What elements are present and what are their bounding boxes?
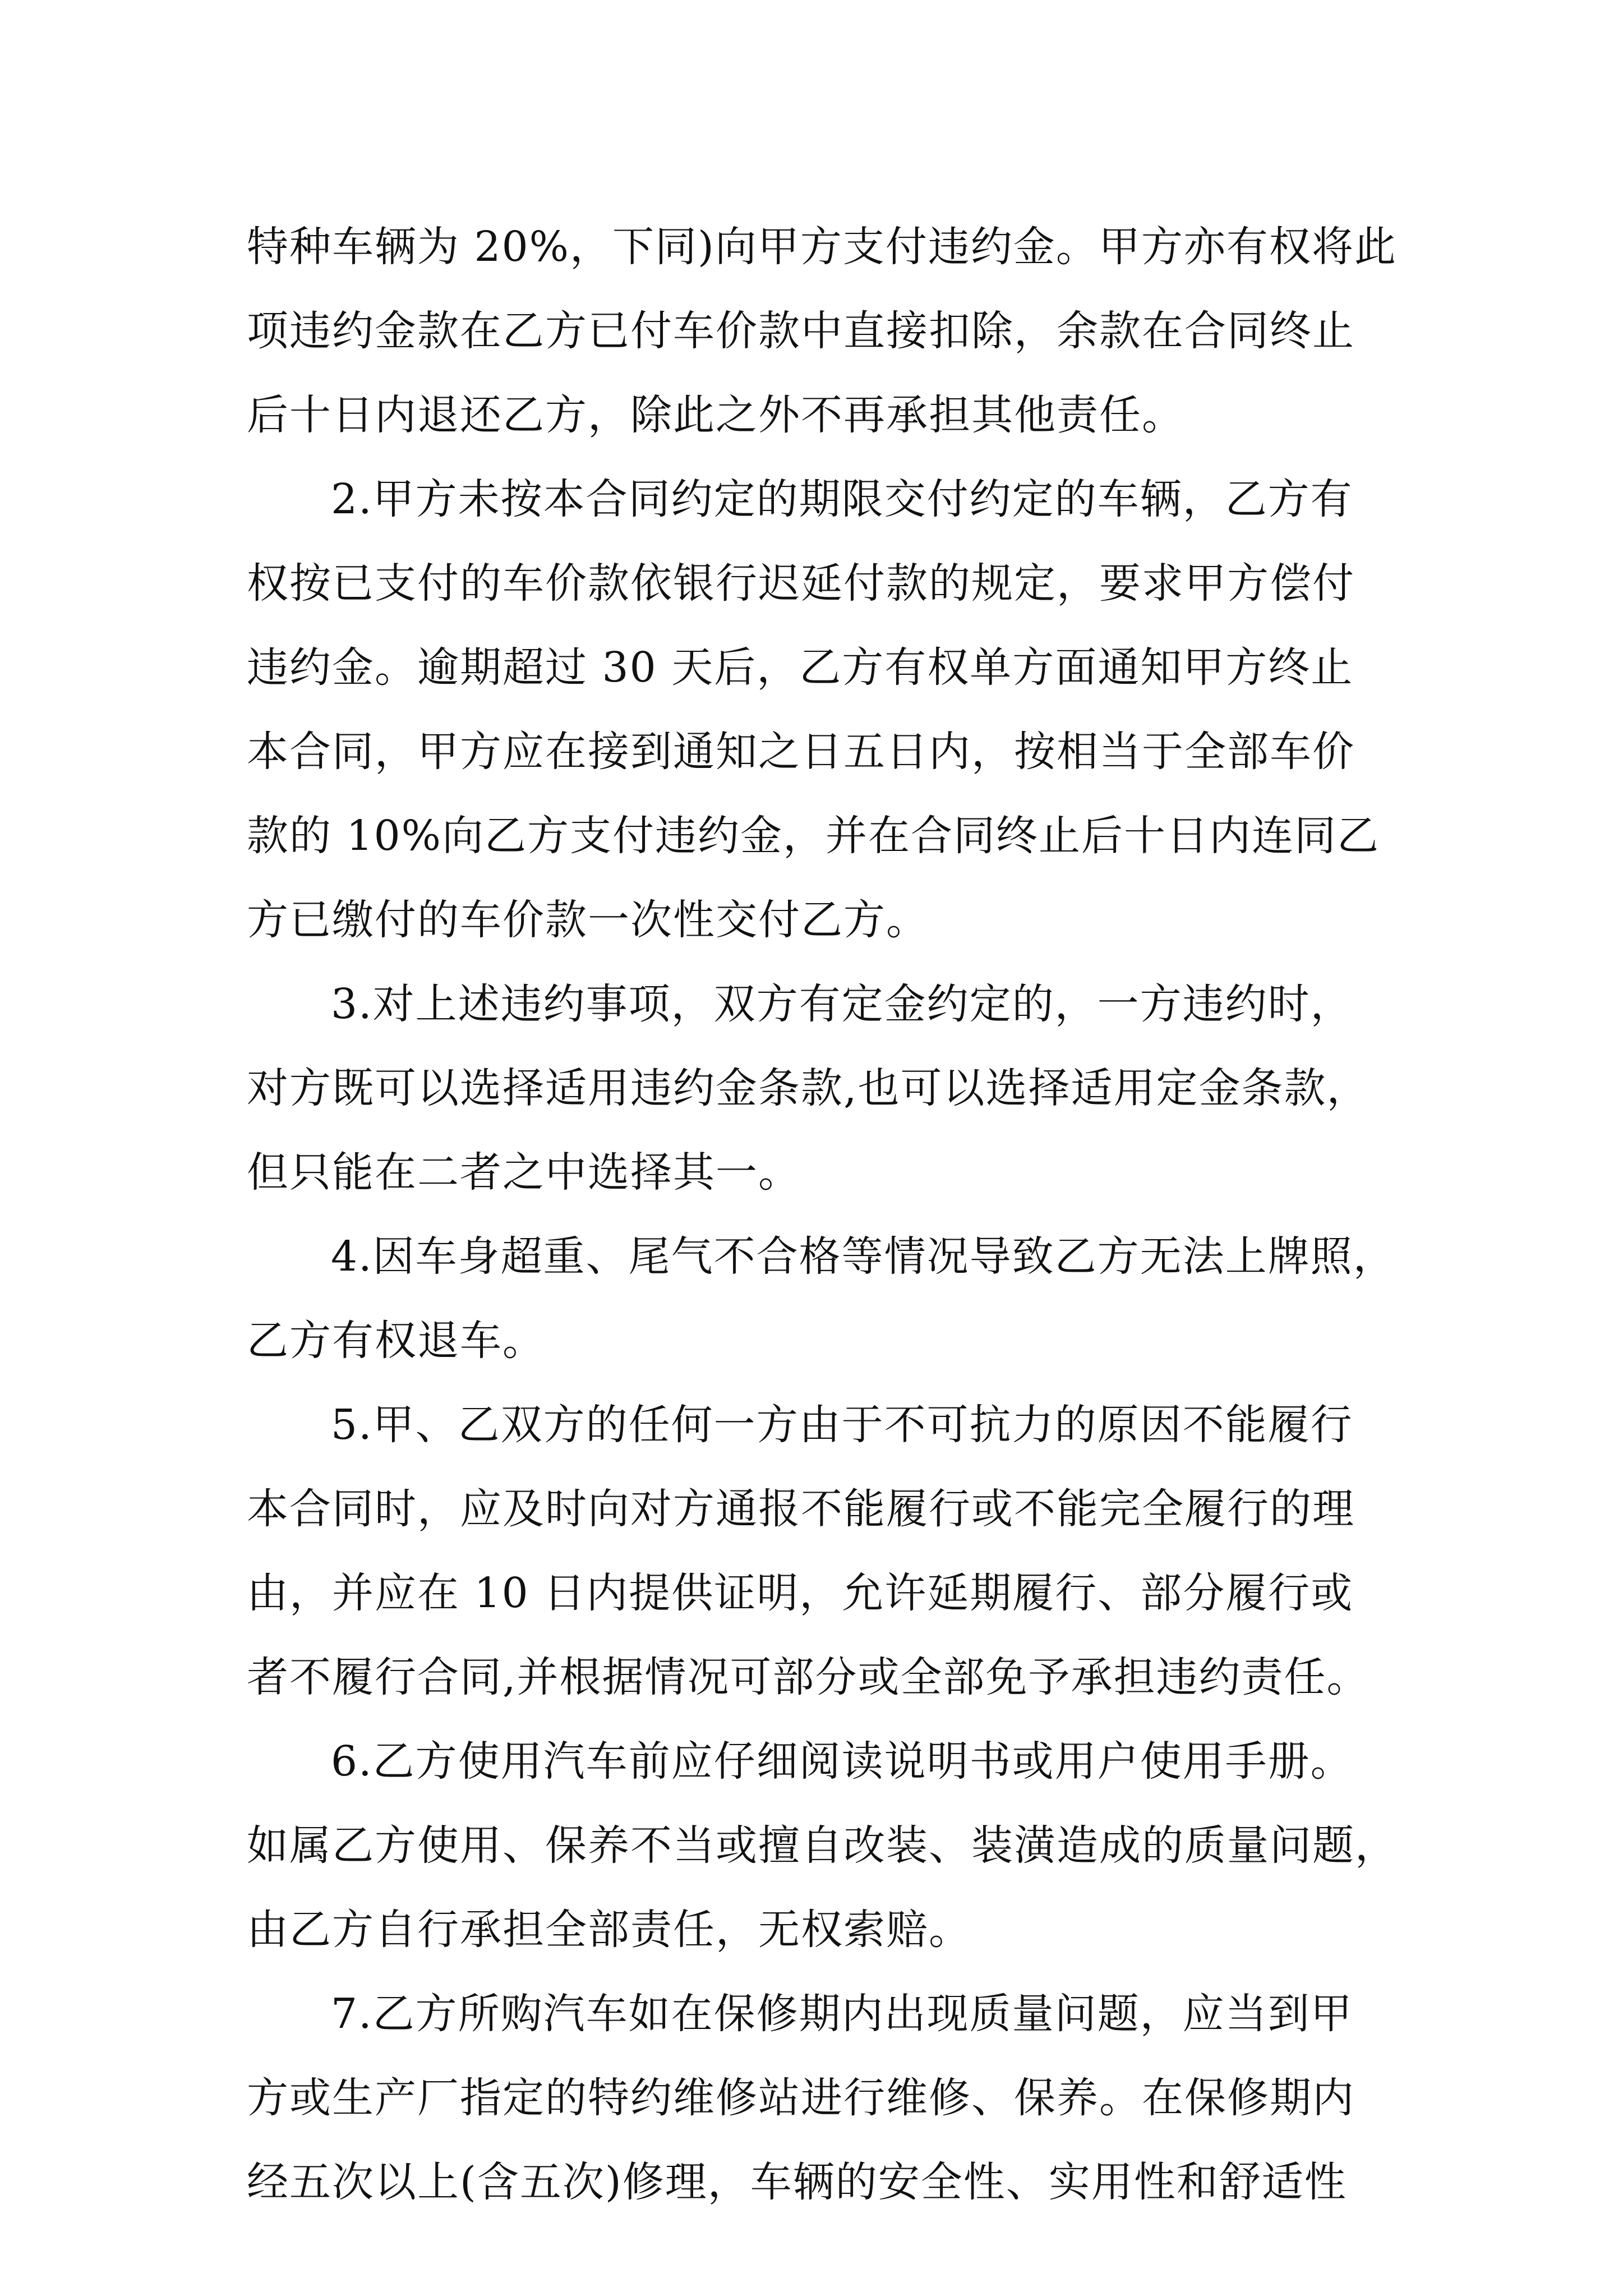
clause-3-line-1: 3.对上述违约事项，双方有定金约定的，一方违约时， [331,980,1353,1028]
clause-5-line-3: 由，并应在 10 日内提供证明，允许延期履行、部分履行或 [247,1569,1354,1617]
clause-6-line-1: 6.乙方使用汽车前应仔细阅读说明书或用户使用手册。 [331,1737,1353,1786]
document-body [247,205,1398,2224]
clause-2-line-2: 权按已支付的车价款依银行迟延付款的规定，要求甲方偿付 [247,559,1355,608]
clause-5-line-4: 者不履行合同,并根据情况可部分或全部免予承担违约责任。 [247,1653,1370,1701]
clause-5-line-2: 本合同时，应及时向对方通报不能履行或不能完全履行的理 [247,1485,1355,1533]
clause-3-line-3: 但只能在二者之中选择其一。 [247,1148,801,1197]
clause-7-line-3: 经五次以上(含五次)修理，车辆的安全性、实用性和舒适性 [247,2158,1347,2206]
text-line-3: 后十日内退还乙方，除此之外不再承担其他责任。 [247,391,1184,439]
clause-7-line-1: 7.乙方所购汽车如在保修期内出现质量问题，应当到甲 [331,1990,1353,2038]
clause-2-line-6: 方已缴付的车价款一次性交付乙方。 [247,896,929,944]
clause-5-line-1: 5.甲、乙双方的任何一方由于不可抗力的原因不能履行 [331,1401,1353,1449]
clause-4-line-1: 4.因车身超重、尾气不合格等情况导致乙方无法上牌照， [331,1232,1396,1281]
clause-3-line-2: 对方既可以选择适用违约金条款,也可以选择适用定金条款， [247,1064,1370,1112]
clause-6-line-2: 如属乙方使用、保养不当或擅自改装、装潢造成的质量问题， [247,1821,1398,1870]
clause-7-line-2: 方或生产厂指定的特约维修站进行维修、保养。在保修期内 [247,2074,1355,2122]
clause-2-line-1: 2.甲方未按本合同约定的期限交付约定的车辆，乙方有 [331,475,1353,523]
text-line-1: 特种车辆为 20%，下同)向甲方支付违约金。甲方亦有权将此 [247,223,1397,271]
clause-6-line-3: 由乙方自行承担全部责任，无权索赔。 [247,1906,971,1954]
clause-4-line-2: 乙方有权退车。 [247,1317,545,1365]
clause-2-line-3: 违约金。逾期超过 30 天后，乙方有权单方面通知甲方终止 [247,643,1354,692]
text-line-2: 项违约金款在乙方已付车价款中直接扣除，余款在合同终止 [247,307,1355,355]
clause-2-line-5: 款的 10%向乙方支付违约金，并在合同终止后十日内连同乙 [247,812,1380,860]
clause-2-line-4: 本合同，甲方应在接到通知之日五日内，按相当于全部车价 [247,728,1355,776]
